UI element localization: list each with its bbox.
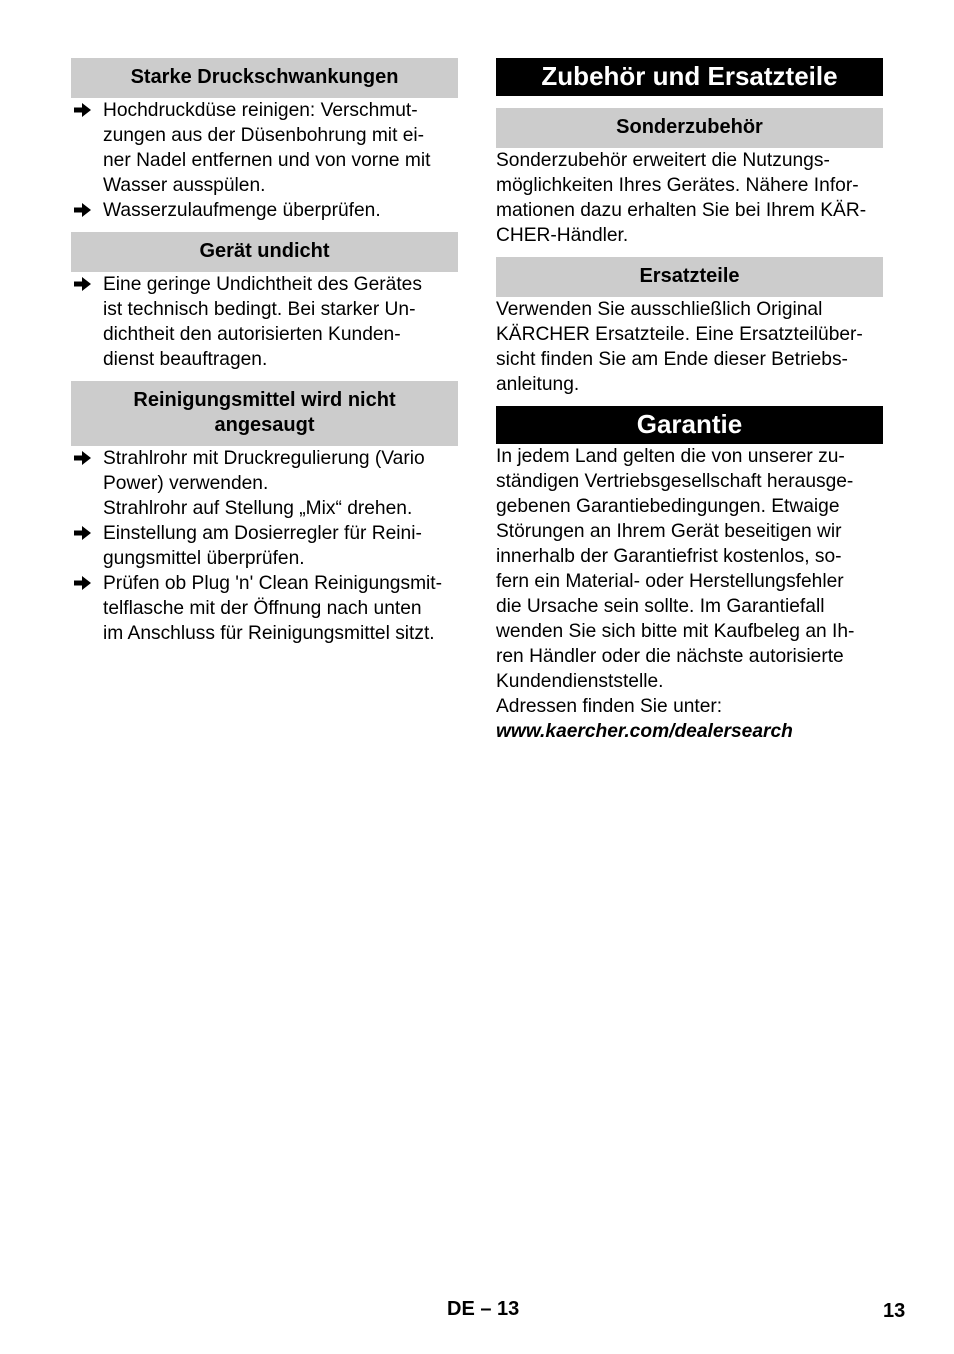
paragraph-ersatzteile bbox=[496, 297, 883, 397]
text-line: ren Händler oder die nächste autorisierte bbox=[496, 646, 844, 667]
text-line: Strahlrohr mit Druckregulierung (Vario bbox=[103, 448, 425, 469]
heading-geraet-undicht: Gerät undicht bbox=[71, 232, 458, 272]
text-line: Sonderzubehör erweitert die Nutzungs- bbox=[496, 150, 830, 171]
text-line: ständigen Vertriebsgesellschaft herausge- bbox=[496, 471, 854, 492]
bullet-list bbox=[71, 446, 458, 646]
text-line: Eine geringe Undichtheit des Gerätes bbox=[103, 274, 422, 295]
dealer-search-link[interactable]: www.kaercher.com/dealersearch bbox=[496, 721, 793, 742]
heading-reinigungsmittel bbox=[71, 381, 458, 446]
right-arrow-icon bbox=[74, 276, 92, 292]
text-line: möglichkeiten Ihres Gerätes. Nähere Infor- bbox=[496, 175, 859, 196]
bullet-list bbox=[71, 98, 458, 223]
text-line: die Ursache sein sollte. Im Garantiefall bbox=[496, 596, 825, 617]
text-line: dichtheit den autorisierten Kunden- bbox=[103, 324, 401, 345]
heading-ersatzteile: Ersatzteile bbox=[496, 257, 883, 297]
text-line: im Anschluss für Reinigungsmittel sitzt. bbox=[103, 623, 435, 644]
bullet-list bbox=[71, 272, 458, 372]
right-arrow-icon bbox=[74, 575, 92, 591]
text-line: Wasserzulaufmenge überprüfen. bbox=[103, 200, 381, 221]
text-line: CHER-Händler. bbox=[496, 225, 629, 246]
text-line: gungsmittel überprüfen. bbox=[103, 548, 305, 569]
text-line: Adressen finden Sie unter: bbox=[496, 696, 723, 717]
heading-line: Reinigungsmittel wird nicht bbox=[133, 389, 396, 411]
text-line: Strahlrohr auf Stellung „Mix“ drehen. bbox=[103, 498, 413, 519]
footer-page-number: 13 bbox=[883, 1300, 906, 1322]
heading-line: angesaugt bbox=[214, 414, 315, 436]
text-line: Power) verwenden. bbox=[103, 473, 269, 494]
text-line: Kundendienststelle. bbox=[496, 671, 664, 692]
text-line: mationen dazu erhalten Sie bei Ihrem KÄR- bbox=[496, 200, 867, 221]
text-line: innerhalb der Garantiefrist kostenlos, so- bbox=[496, 546, 842, 567]
text-line: ner Nadel entfernen und von vorne mit bbox=[103, 150, 431, 171]
bullet-item bbox=[71, 198, 458, 223]
text-line: Störungen an Ihrem Gerät beseitigen wir bbox=[496, 521, 842, 542]
footer-page-label: DE – 13 bbox=[447, 1298, 520, 1320]
text-line: sicht finden Sie am Ende dieser Betriebs- bbox=[496, 349, 848, 370]
left-column bbox=[71, 58, 458, 646]
right-arrow-icon bbox=[74, 102, 92, 118]
bullet-item bbox=[71, 571, 458, 646]
text-line: fern ein Material- oder Herstellungsfehler bbox=[496, 571, 844, 592]
paragraph-sonderzubehoer bbox=[496, 148, 883, 248]
right-arrow-icon bbox=[74, 525, 92, 541]
heading-starke-druckschwankungen: Starke Druckschwankungen bbox=[71, 58, 458, 98]
right-column bbox=[496, 58, 883, 744]
bullet-item bbox=[71, 521, 458, 571]
text-line: gebenen Garantiebedingungen. Etwaige bbox=[496, 496, 840, 517]
text-line: dienst beauftragen. bbox=[103, 349, 268, 370]
text-line: zungen aus der Düsenbohrung mit ei- bbox=[103, 125, 425, 146]
text-line: Einstellung am Dosierregler für Reini- bbox=[103, 523, 422, 544]
heading-garantie: Garantie bbox=[496, 406, 883, 444]
right-arrow-icon bbox=[74, 202, 92, 218]
text-line: anleitung. bbox=[496, 374, 580, 395]
text-line: In jedem Land gelten die von unserer zu- bbox=[496, 446, 845, 467]
right-arrow-icon bbox=[74, 450, 92, 466]
text-line: telflasche mit der Öffnung nach unten bbox=[103, 598, 422, 619]
text-line: wenden Sie sich bitte mit Kaufbeleg an Ih- bbox=[496, 621, 855, 642]
heading-zubehoer-und-ersatzteile: Zubehör und Ersatzteile bbox=[496, 58, 883, 96]
bullet-item bbox=[71, 446, 458, 521]
text-line: Prüfen ob Plug 'n' Clean Reinigungsmit- bbox=[103, 573, 443, 594]
text-line: Hochdruckdüse reinigen: Verschmut- bbox=[103, 100, 418, 121]
text-line: KÄRCHER Ersatzteile. Eine Ersatzteilüber- bbox=[496, 324, 863, 345]
text-line: ist technisch bedingt. Bei starker Un- bbox=[103, 299, 416, 320]
text-line: Verwenden Sie ausschließlich Original bbox=[496, 299, 823, 320]
paragraph-garantie bbox=[496, 444, 883, 744]
heading-sonderzubehoer: Sonderzubehör bbox=[496, 108, 883, 148]
bullet-item bbox=[71, 98, 458, 198]
bullet-item bbox=[71, 272, 458, 372]
text-line: Wasser ausspülen. bbox=[103, 175, 266, 196]
